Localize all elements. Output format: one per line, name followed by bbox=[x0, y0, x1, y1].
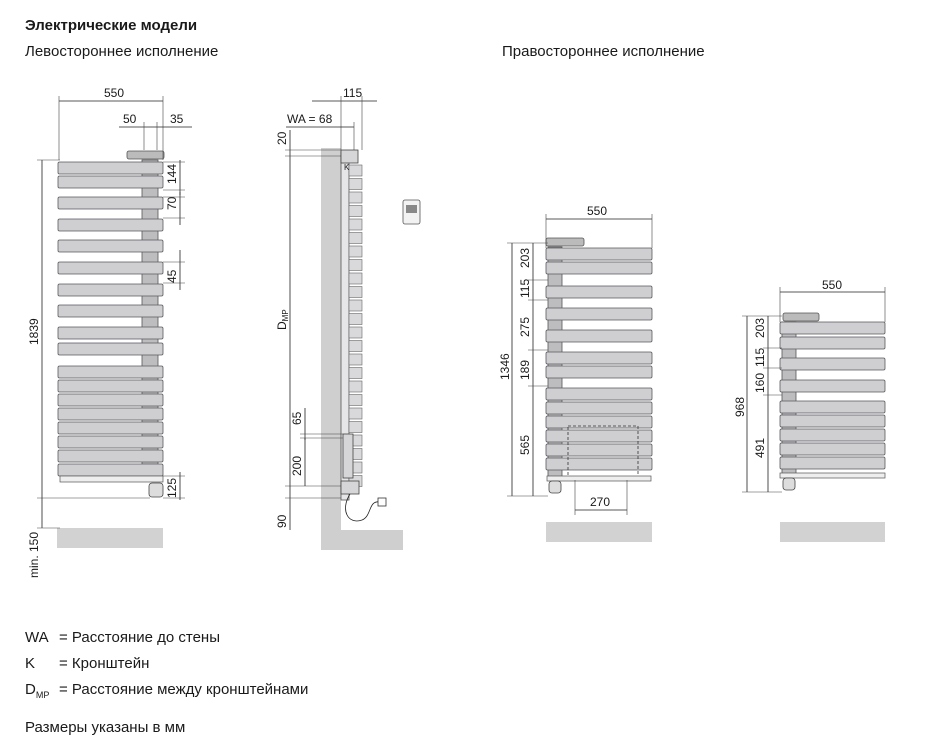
side-fin bbox=[349, 408, 362, 419]
dim-50: 50 bbox=[123, 112, 137, 126]
dim-height: 1839 bbox=[27, 318, 41, 345]
side-fin bbox=[349, 179, 362, 190]
panel bbox=[546, 286, 652, 298]
top-bracket bbox=[341, 150, 358, 163]
bracket-k-label: K bbox=[344, 163, 350, 172]
floor-small bbox=[780, 522, 885, 542]
panel bbox=[546, 308, 652, 320]
connector-small bbox=[783, 478, 795, 490]
floor-mid bbox=[546, 522, 652, 542]
side-fin bbox=[349, 314, 362, 325]
heater-box bbox=[343, 434, 353, 478]
panel bbox=[546, 402, 652, 414]
page-title: Электрические модели bbox=[25, 17, 198, 34]
dim-45: 45 bbox=[165, 269, 179, 283]
dim-dmp: DMP bbox=[275, 309, 290, 330]
panel bbox=[780, 380, 885, 392]
floor bbox=[57, 528, 163, 548]
dim-200: 200 bbox=[290, 455, 304, 476]
dim-65: 65 bbox=[290, 411, 304, 425]
panel bbox=[780, 457, 885, 469]
dim-bottom-mid: 270 bbox=[590, 495, 611, 509]
dim-top-20: 20 bbox=[275, 131, 289, 145]
panel bbox=[58, 305, 163, 317]
front-view-medium bbox=[498, 204, 652, 542]
panel bbox=[780, 358, 885, 370]
heater-bar-small bbox=[780, 473, 885, 478]
control-knob bbox=[127, 151, 164, 159]
panel bbox=[58, 327, 163, 339]
units-note: Размеры указаны в мм bbox=[25, 719, 186, 736]
panel bbox=[58, 394, 163, 406]
panel bbox=[58, 366, 163, 378]
panel bbox=[546, 366, 652, 378]
panel bbox=[58, 422, 163, 434]
dim-144: 144 bbox=[165, 163, 179, 184]
dim-width-small: 550 bbox=[822, 278, 843, 292]
panel bbox=[58, 219, 163, 231]
dim-491-small: 491 bbox=[753, 437, 767, 458]
bottom-bracket bbox=[341, 481, 359, 494]
thermostat-display bbox=[406, 205, 417, 213]
dim-width: 550 bbox=[104, 86, 125, 100]
dim-35: 35 bbox=[170, 112, 184, 126]
panel bbox=[780, 429, 885, 441]
panel bbox=[546, 430, 652, 442]
panel bbox=[780, 337, 885, 349]
panel bbox=[546, 330, 652, 342]
panel bbox=[780, 443, 885, 455]
side-fin bbox=[349, 422, 362, 433]
dim-height-small: 968 bbox=[733, 396, 747, 417]
panel bbox=[58, 343, 163, 355]
panel bbox=[780, 322, 885, 334]
dim-height-mid: 1346 bbox=[498, 353, 512, 380]
side-fin bbox=[349, 246, 362, 257]
panel bbox=[58, 450, 163, 462]
panel bbox=[546, 444, 652, 456]
panel bbox=[780, 415, 885, 427]
dim-90: 90 bbox=[275, 514, 289, 528]
power-cable bbox=[346, 494, 380, 521]
side-floor bbox=[321, 530, 403, 550]
side-fin bbox=[349, 233, 362, 244]
dim-70: 70 bbox=[165, 196, 179, 210]
panel bbox=[58, 380, 163, 392]
side-fin bbox=[349, 395, 362, 406]
control-knob-small bbox=[783, 313, 819, 321]
panel bbox=[780, 401, 885, 413]
dim-203-small: 203 bbox=[753, 317, 767, 338]
side-fin bbox=[349, 206, 362, 217]
side-fin bbox=[349, 219, 362, 230]
panel bbox=[546, 262, 652, 274]
legend-dmp: $D_{MP}$ = Расстояние между кронштейнами bbox=[25, 681, 309, 700]
legend-wa: WA = Расстояние до стены bbox=[25, 629, 220, 646]
panel bbox=[58, 284, 163, 296]
side-fin bbox=[349, 287, 362, 298]
right-variant-label: Правостороннее исполнение bbox=[502, 43, 705, 60]
side-fin bbox=[349, 260, 362, 271]
dim-min-floor: min. 150 bbox=[27, 531, 41, 578]
control-knob-mid bbox=[546, 238, 584, 246]
power-plug bbox=[378, 498, 386, 506]
wall bbox=[321, 148, 341, 540]
side-fin bbox=[349, 165, 362, 176]
dim-width-mid: 550 bbox=[587, 204, 608, 218]
panel bbox=[58, 464, 163, 476]
panel bbox=[58, 197, 163, 209]
left-variant-label: Левостороннее исполнение bbox=[25, 43, 219, 60]
side-fin bbox=[349, 273, 362, 284]
panel bbox=[58, 162, 163, 174]
front-view-large bbox=[27, 86, 192, 578]
side-fin bbox=[349, 368, 362, 379]
front-view-small bbox=[733, 278, 885, 542]
dim-160-small: 160 bbox=[753, 372, 767, 393]
connector-mid bbox=[549, 481, 561, 493]
panel bbox=[546, 248, 652, 260]
legend-k: K = Кронштейн bbox=[25, 655, 150, 672]
panel bbox=[58, 408, 163, 420]
dim-115-small: 115 bbox=[753, 347, 767, 367]
panel bbox=[58, 176, 163, 188]
side-view bbox=[275, 86, 420, 550]
dim-203-mid: 203 bbox=[518, 247, 532, 268]
heater-element bbox=[60, 476, 163, 482]
panel bbox=[58, 262, 163, 274]
dim-565-mid: 565 bbox=[518, 434, 532, 455]
dim-depth: 115 bbox=[343, 86, 363, 100]
heater-bar-mid bbox=[547, 476, 651, 481]
panel bbox=[546, 458, 652, 470]
dim-115-mid: 115 bbox=[518, 278, 532, 298]
panel bbox=[58, 436, 163, 448]
panel bbox=[546, 388, 652, 400]
side-fin bbox=[349, 192, 362, 203]
panel bbox=[546, 352, 652, 364]
dim-275-mid: 275 bbox=[518, 316, 532, 337]
side-fin bbox=[349, 341, 362, 352]
dim-wa: WA = 68 bbox=[287, 112, 333, 126]
side-fin bbox=[349, 327, 362, 338]
panel bbox=[58, 240, 163, 252]
dim-189-mid: 189 bbox=[518, 359, 532, 380]
side-fin bbox=[349, 354, 362, 365]
connector bbox=[149, 483, 163, 497]
side-fin bbox=[349, 300, 362, 311]
side-fin bbox=[349, 381, 362, 392]
dim-125: 125 bbox=[165, 477, 179, 498]
